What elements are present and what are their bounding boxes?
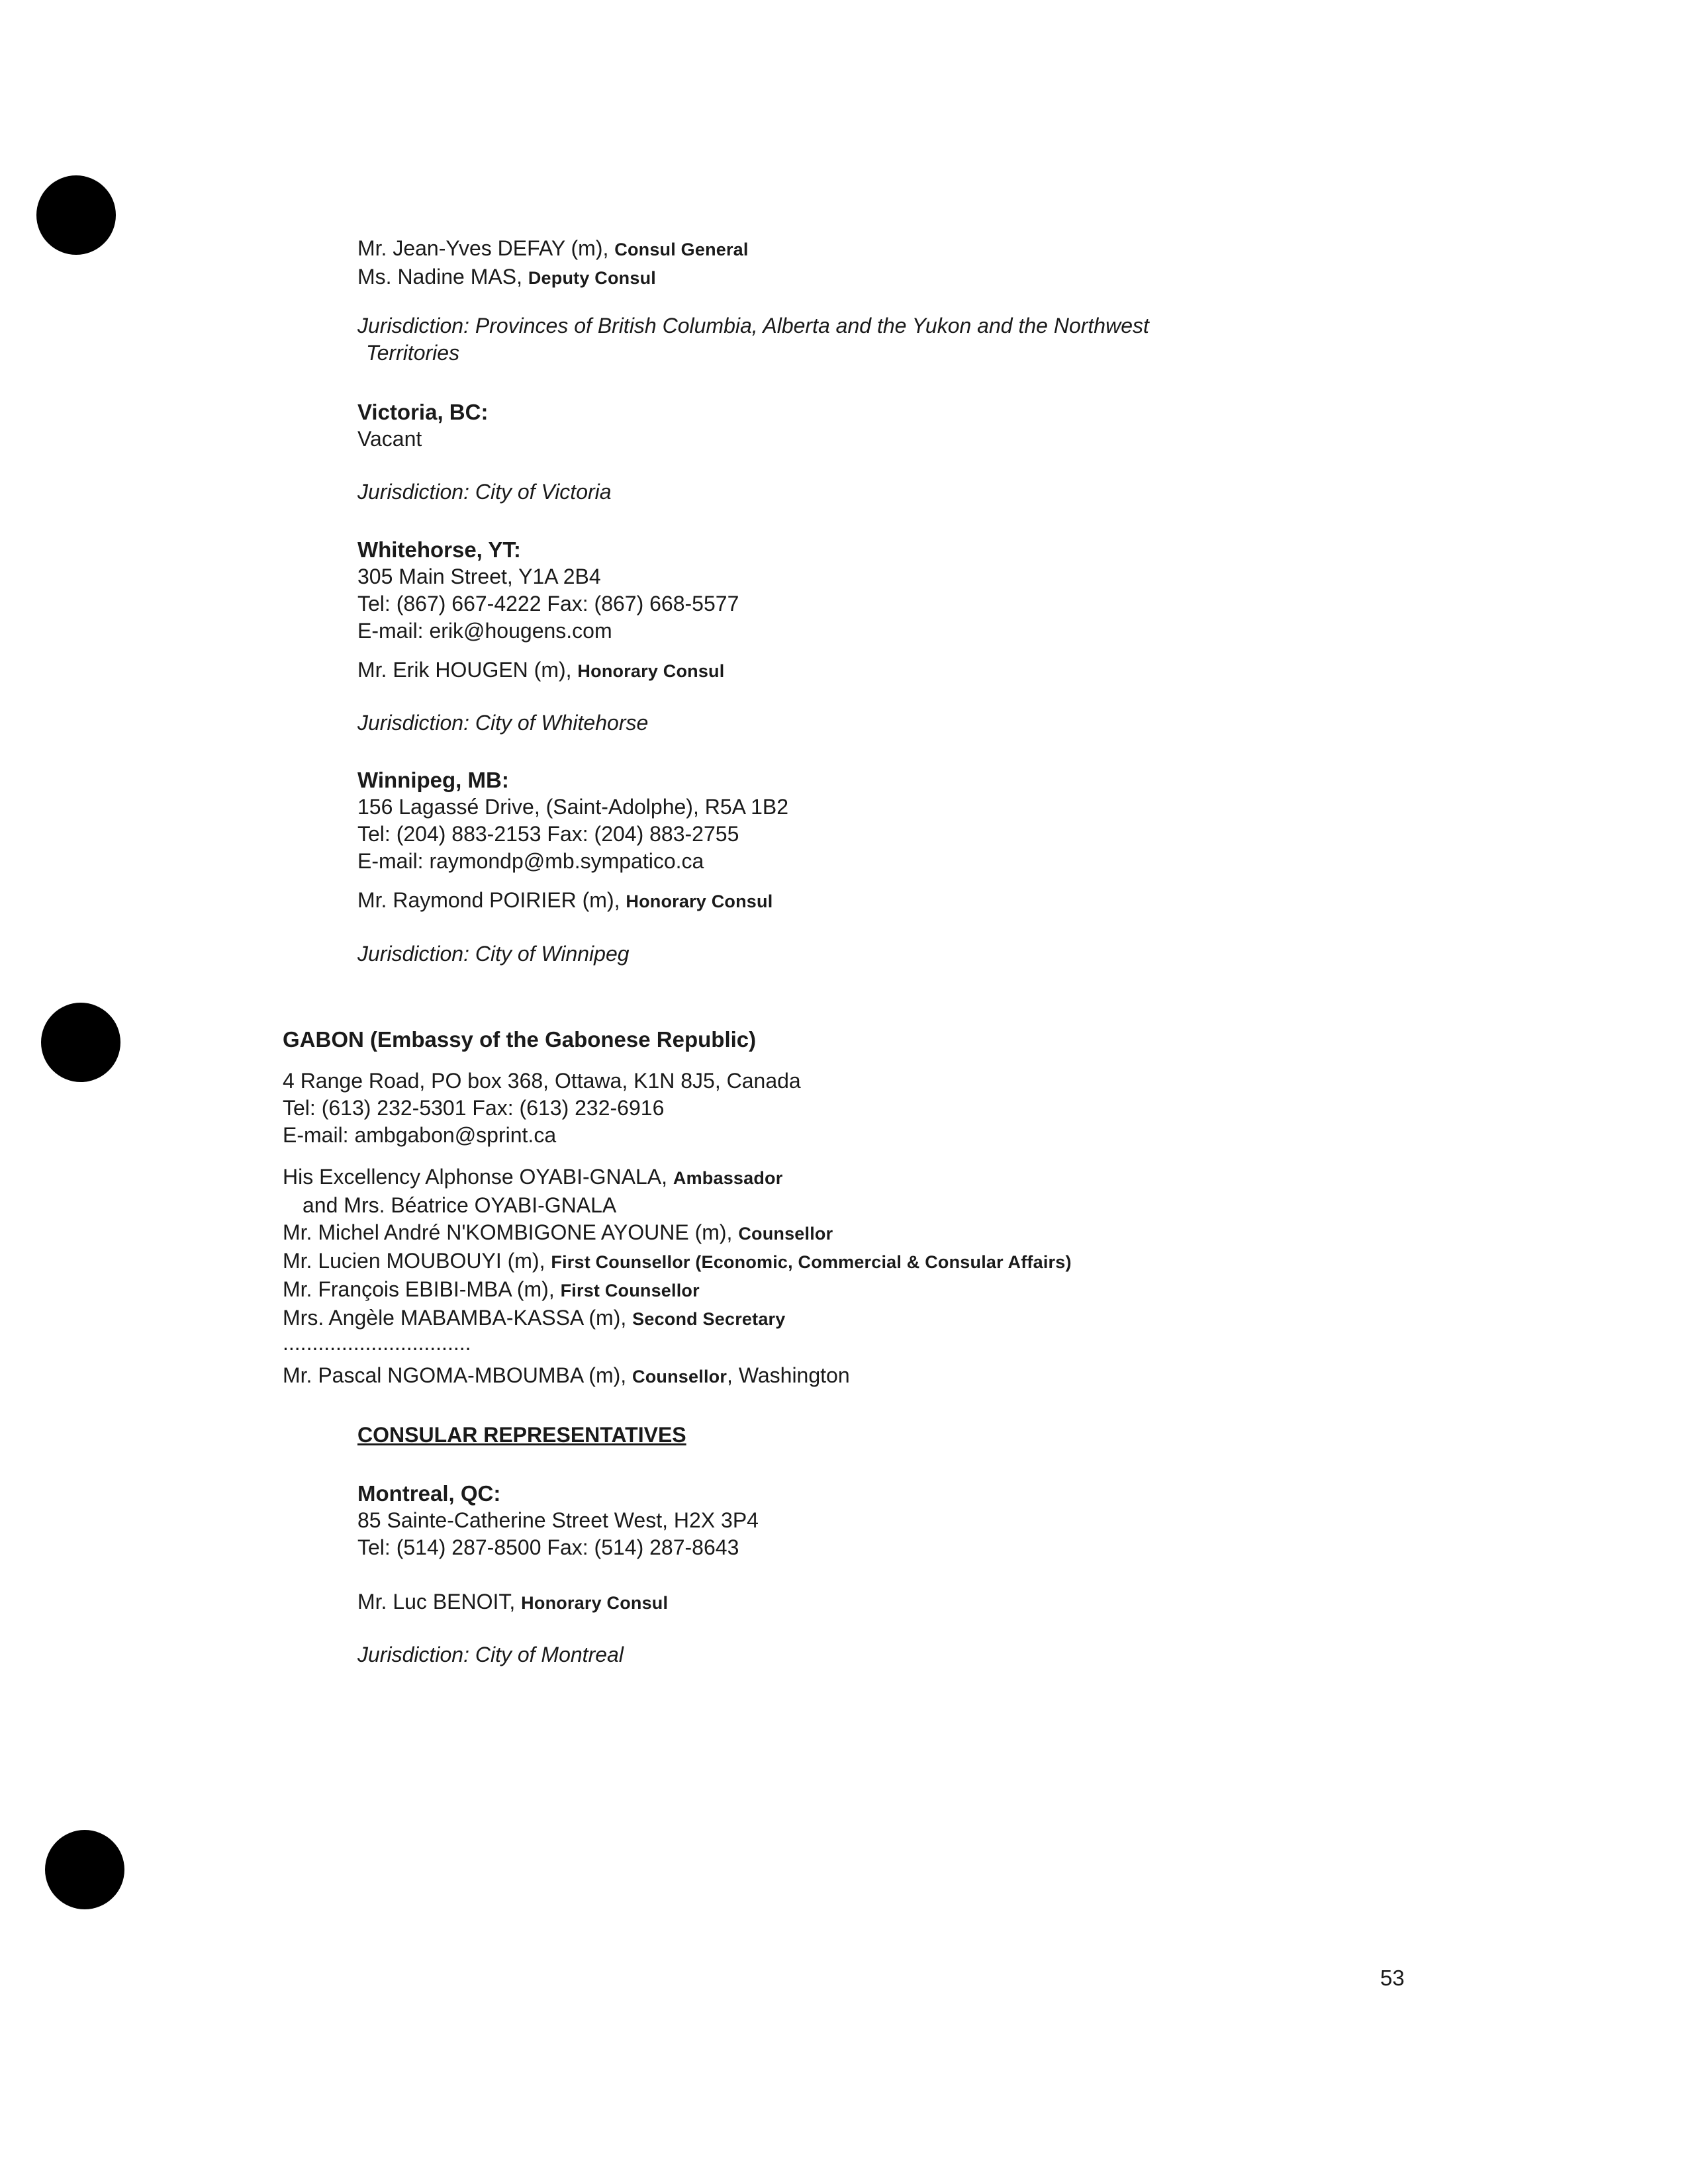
staff-entry: Mr. François EBIBI-MBA (m), First Counsellor (283, 1277, 700, 1301)
staff-entry: Mrs. Angèle MABAMBA-KASSA (m), Second Secretary (283, 1306, 786, 1330)
jurisdiction-note: Jurisdiction: Provinces of British Columbia, Alberta and the Yukon and the Northwest Territories (357, 314, 1149, 365)
section-heading: Montreal, QC: (357, 1481, 501, 1506)
staff-entry: Mr. Michel André N'KOMBIGONE AYOUNE (m), Counsellor (283, 1220, 833, 1244)
binder-hole-top (36, 175, 116, 255)
staff-entry: Mr. Raymond POIRIER (m), Honorary Consul (357, 888, 773, 912)
consular-representatives-heading: CONSULAR REPRESENTATIVES (357, 1423, 686, 1447)
binder-hole-bottom (45, 1830, 124, 1909)
section-heading: Victoria, BC: (357, 400, 489, 424)
staff-entry: Ms. Nadine MAS, Deputy Consul (357, 265, 656, 289)
whitehorse-section: Whitehorse, YT: 305 Main Street, Y1A 2B4 Tel: (867) 667-4222 Fax: (867) 668-5577 E-mail: erik@hougens.com (357, 536, 1615, 645)
jurisdiction-note: Jurisdiction: City of Montreal (357, 1643, 624, 1666)
page-number: 53 (1380, 1966, 1405, 1990)
email-line: E-mail: ambgabon@sprint.ca (283, 1123, 557, 1147)
staff-entry: Mr. Jean-Yves DEFAY (m), Consul General (357, 236, 749, 260)
section-heading: Winnipeg, MB: (357, 768, 509, 792)
montreal-section: Montreal, QC: 85 Sainte-Catherine Street West, H2X 3P4 Tel: (514) 287-8500 Fax: (514) 287-8643 (357, 1480, 1615, 1561)
staff-entry: His Excellency Alphonse OYABI-GNALA, Ambassador (283, 1165, 783, 1189)
jurisdiction-note: Jurisdiction: City of Winnipeg (357, 942, 630, 966)
embassy-contact: 4 Range Road, PO box 368, Ottawa, K1N 8J5, Canada Tel: (613) 232-5301 Fax: (613) 232-6916 E-mail: ambgabon@sprint.ca (283, 1068, 1540, 1149)
email-line: E-mail: erik@hougens.com (357, 619, 612, 643)
embassy-staff-list: His Excellency Alphonse OYABI-GNALA, Ambassador and Mrs. Béatrice OYABI-GNALA Mr. Michel André N'KOMBIGONE AYOUNE (m), Counsellor Mr. Lucien MOUBOUYI (m), First Counsellor (Economic, Commercial & Consular Affairs) Mr. François EBIBI-MBA (m), First Counsellor Mrs. Angèle MABAMBA-KASSA (m), Second Secretary ................................ (283, 1163, 1540, 1353)
consulate-staff-list (357, 235, 1615, 292)
staff-entry: Mr. Pascal NGOMA-MBOUMBA (m), Counsellor, Washington (283, 1363, 850, 1387)
jurisdiction-note: Jurisdiction: City of Whitehorse (357, 711, 649, 735)
staff-entry: Mr. Lucien MOUBOUYI (m), First Counsellor (Economic, Commercial & Consular Affairs) (283, 1249, 1072, 1273)
dotted-separator: ................................ (283, 1331, 471, 1355)
victoria-section: Victoria, BC: Vacant (357, 398, 1615, 453)
email-line: E-mail: raymondp@mb.sympatico.ca (357, 849, 704, 873)
jurisdiction-note: Jurisdiction: City of Victoria (357, 480, 612, 504)
winnipeg-section: Winnipeg, MB: 156 Lagassé Drive, (Saint-Adolphe), R5A 1B2 Tel: (204) 883-2153 Fax: (204) 883-2755 E-mail: raymondp@mb.sympatico.ca (357, 766, 1615, 875)
staff-entry: Mr. Erik HOUGEN (m), Honorary Consul (357, 658, 725, 682)
binder-hole-middle (41, 1003, 120, 1082)
staff-entry: Mr. Luc BENOIT, Honorary Consul (357, 1590, 669, 1614)
country-heading: GABON (Embassy of the Gabonese Republic) (283, 1027, 757, 1052)
section-heading: Whitehorse, YT: (357, 537, 521, 562)
